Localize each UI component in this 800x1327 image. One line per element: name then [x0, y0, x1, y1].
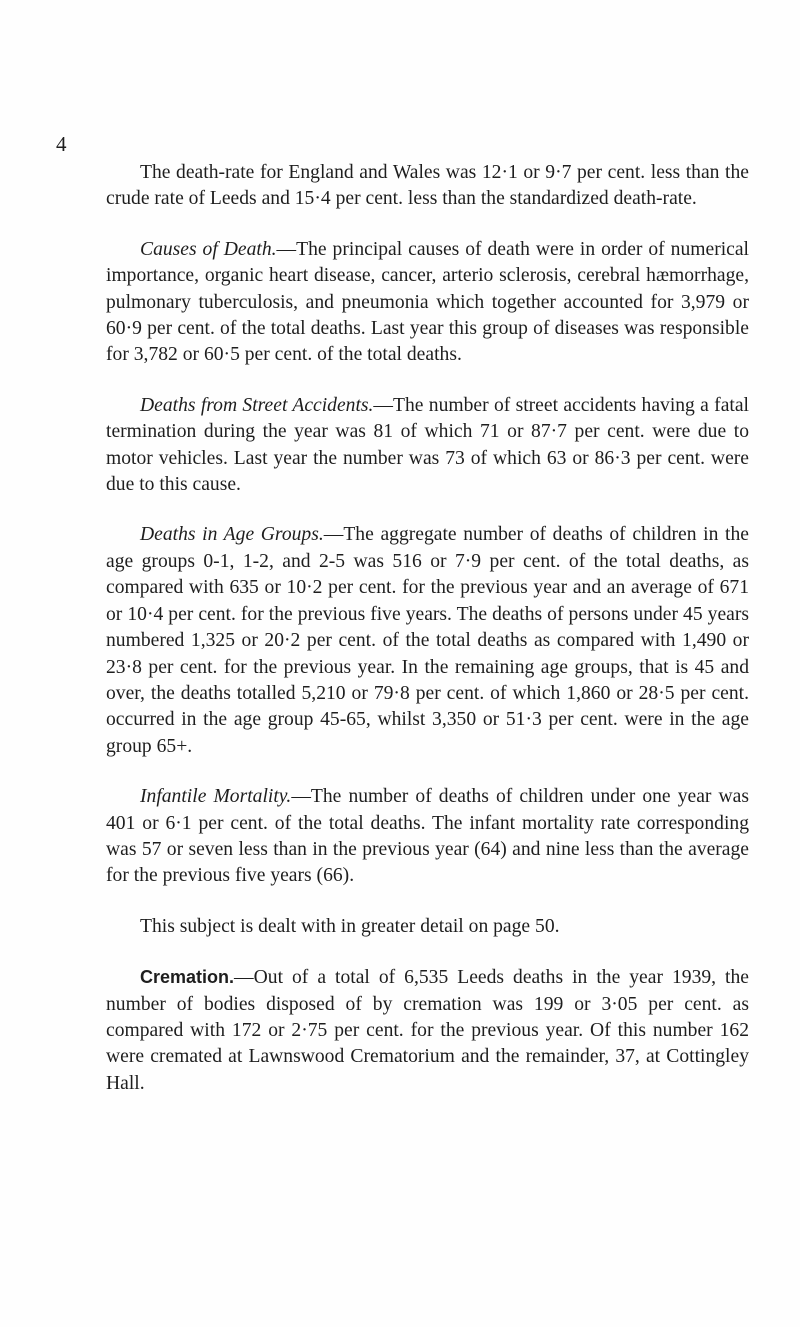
- paragraph-text: —The principal causes of death were in order of numerical importance, organic heart disease, cancer, arterio sclerosis, cerebral hæmorrhage, pulmonary tuberculosis, and pneumonia which together accounted for 3,979 or 60·9 per cent. of the total deaths. Last year this group of diseases was responsible for 3,782 or 60·5 per cent. of the total deaths.: [106, 238, 749, 366]
- section-heading: Infantile Mortality.: [140, 786, 292, 808]
- section-heading: Deaths from Street Accidents.: [140, 394, 374, 416]
- paragraph-cremation: [106, 964, 749, 1097]
- paragraph-text: —The number of street accidents having a fatal termination during the year was 81 of which 71 or 87·7 per cent. were due to motor vehicles. Last year the number was 73 of which 63 or 86·3 per cent. were due to this cause.: [106, 394, 749, 496]
- paragraph-age-groups: [106, 522, 749, 760]
- paragraph-text: This subject is dealt with in greater detail on page 50.: [140, 915, 560, 937]
- paragraph-text: —Out of a total of 6,535 Leeds deaths in the year 1939, the number of bodies disposed of by cremation was 199 or 3·05 per cent. as compared with 172 or 2·75 per cent. for the previous year. Of this number 162 were cremated at Lawnswood Crematorium and the remainder, 37, at Cottingley Hall.: [106, 967, 749, 1094]
- paragraph-text: The death-rate for England and Wales was 12·1 or 9·7 per cent. less than the crude rate of Leeds and 15·4 per cent. less than the standardized death-rate.: [106, 162, 749, 210]
- paragraph-infantile-mortality: [106, 784, 749, 890]
- paragraph-page-reference: [106, 914, 749, 940]
- paragraph-causes-of-death: [106, 237, 749, 369]
- section-heading: Causes of Death.: [140, 238, 277, 260]
- section-heading: Cremation.: [140, 967, 235, 988]
- page-number: 4: [56, 132, 67, 156]
- paragraph-street-accidents: [106, 393, 749, 499]
- document-body: [106, 160, 749, 1121]
- paragraph-text: —The number of deaths of children under one year was 401 or 6·1 per cent. of the total deaths. The infant mortality rate corresponding was 57 or seven less than in the previous year (64) and nine less than the average for the previous five years (66).: [106, 786, 749, 887]
- section-heading: Deaths in Age Groups.: [140, 524, 324, 546]
- paragraph-death-rate-comparison: [106, 160, 749, 213]
- paragraph-text: —The aggregate number of deaths of children in the age groups 0-1, 1-2, and 2-5 was 516 or 7·9 per cent. of the total deaths, as compared with 635 or 10·2 per cent. for the previous year and an average of 671 or 10·4 per cent. for the previous five years. The deaths of persons under 45 years numbered 1,325 or 20·2 per cent. of the total deaths as compared with 1,490 or 23·8 per cent. for the previous year. In the remaining age groups, that is 45 and over, the deaths totalled 5,210 or 79·8 per cent. of which 1,860 or 28·5 per cent. occurred in the age group 45-65, whilst 3,350 or 51·3 per cent. were in the age group 65+.: [106, 524, 749, 757]
